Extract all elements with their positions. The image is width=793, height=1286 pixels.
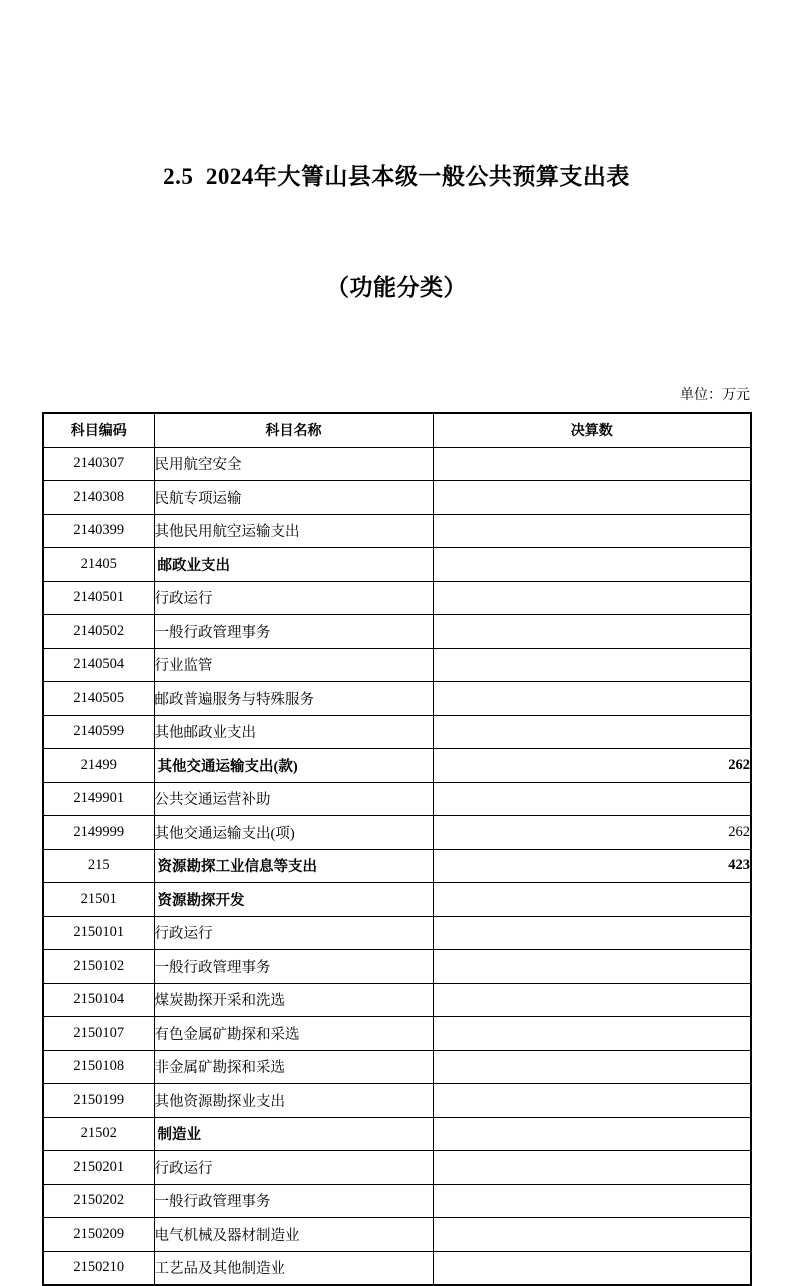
row-name: 一般行政管理事务: [154, 950, 433, 984]
row-code: 2150209: [43, 1218, 154, 1252]
row-code: 2150102: [43, 950, 154, 984]
row-value: [433, 1050, 751, 1084]
table-row: [43, 916, 751, 950]
row-code: 2140308: [43, 481, 154, 515]
row-code: 2150202: [43, 1184, 154, 1218]
row-name: 有色金属矿勘探和采选: [154, 1017, 433, 1051]
table-header-row: [43, 413, 751, 447]
row-name: 民航专项运输: [154, 481, 433, 515]
row-value: [433, 481, 751, 515]
row-value: [433, 950, 751, 984]
budget-table: [42, 412, 752, 1286]
table-row: [43, 1017, 751, 1051]
table-row: [43, 782, 751, 816]
row-name: 行政运行: [154, 1151, 433, 1185]
row-value: [433, 1117, 751, 1151]
row-code: 2140505: [43, 682, 154, 716]
table-row: [43, 1151, 751, 1185]
table-row: [43, 749, 751, 783]
row-value: [433, 514, 751, 548]
table-row: [43, 1184, 751, 1218]
row-name: 行政运行: [154, 581, 433, 615]
column-header-name: 科目名称: [154, 413, 433, 447]
page-title-line1: 2.5 2024年大箐山县本级一般公共预算支出表: [163, 164, 630, 189]
row-name: 邮政业支出: [154, 548, 433, 582]
table-row: [43, 849, 751, 883]
table-row: [43, 1084, 751, 1118]
row-code: 2140399: [43, 514, 154, 548]
row-value: 423: [433, 849, 751, 883]
row-code: 2140599: [43, 715, 154, 749]
row-code: 2150101: [43, 916, 154, 950]
row-name: 一般行政管理事务: [154, 615, 433, 649]
row-value: [433, 548, 751, 582]
row-value: [433, 916, 751, 950]
row-code: 21499: [43, 749, 154, 783]
row-value: [433, 447, 751, 481]
unit-label: 单位：万元: [680, 388, 750, 403]
row-value: [433, 1151, 751, 1185]
row-value: [433, 581, 751, 615]
row-name: 公共交通运营补助: [154, 782, 433, 816]
row-value: [433, 648, 751, 682]
column-header-value: 决算数: [433, 413, 751, 447]
row-value: [433, 715, 751, 749]
table-row: [43, 648, 751, 682]
row-value: [433, 883, 751, 917]
table-row: [43, 447, 751, 481]
row-value: [433, 1017, 751, 1051]
row-name: 其他交通运输支出(项): [154, 816, 433, 850]
row-name: 一般行政管理事务: [154, 1184, 433, 1218]
row-name: 煤炭勘探开采和洗选: [154, 983, 433, 1017]
table-row: [43, 615, 751, 649]
row-name: 行业监管: [154, 648, 433, 682]
table-row: [43, 581, 751, 615]
row-code: 21502: [43, 1117, 154, 1151]
row-value: 262: [433, 749, 751, 783]
table-row: [43, 682, 751, 716]
row-name: 电气机械及器材制造业: [154, 1218, 433, 1252]
row-value: 262: [433, 816, 751, 850]
row-code: 2140501: [43, 581, 154, 615]
table-row: [43, 816, 751, 850]
row-name: 行政运行: [154, 916, 433, 950]
row-code: 2150201: [43, 1151, 154, 1185]
table-row: [43, 715, 751, 749]
row-value: [433, 615, 751, 649]
row-name: 其他交通运输支出(款): [154, 749, 433, 783]
row-value: [433, 1218, 751, 1252]
table-header: [43, 413, 751, 447]
row-name: 非金属矿勘探和采选: [154, 1050, 433, 1084]
row-value: [433, 983, 751, 1017]
row-value: [433, 1084, 751, 1118]
row-code: 21501: [43, 883, 154, 917]
table-row: [43, 883, 751, 917]
table-row: [43, 983, 751, 1017]
table-row: [43, 1050, 751, 1084]
row-code: 2149901: [43, 782, 154, 816]
row-code: 21405: [43, 548, 154, 582]
table-row: [43, 1251, 751, 1285]
table-row: [43, 548, 751, 582]
row-code: 2150210: [43, 1251, 154, 1285]
row-code: 2150107: [43, 1017, 154, 1051]
row-code: 2150108: [43, 1050, 154, 1084]
column-header-code: 科目编码: [43, 413, 154, 447]
row-code: 2140307: [43, 447, 154, 481]
row-name: 其他资源勘探业支出: [154, 1084, 433, 1118]
row-name: 资源勘探工业信息等支出: [154, 849, 433, 883]
row-value: [433, 1251, 751, 1285]
row-name: 其他民用航空运输支出: [154, 514, 433, 548]
table-body: [43, 447, 751, 1285]
row-name: 制造业: [154, 1117, 433, 1151]
row-name: 其他邮政业支出: [154, 715, 433, 749]
table-row: [43, 1218, 751, 1252]
row-code: 2150104: [43, 983, 154, 1017]
row-code: 2140502: [43, 615, 154, 649]
page-title-line2: （功能分类）: [326, 275, 467, 300]
row-code: 2149999: [43, 816, 154, 850]
row-code: 215: [43, 849, 154, 883]
table-row: [43, 1117, 751, 1151]
row-code: 2140504: [43, 648, 154, 682]
table-row: [43, 514, 751, 548]
table-row: [43, 481, 751, 515]
row-name: 资源勘探开发: [154, 883, 433, 917]
row-name: 工艺品及其他制造业: [154, 1251, 433, 1285]
table-row: [43, 950, 751, 984]
row-value: [433, 1184, 751, 1218]
row-code: 2150199: [43, 1084, 154, 1118]
row-value: [433, 782, 751, 816]
row-value: [433, 682, 751, 716]
row-name: 邮政普遍服务与特殊服务: [154, 682, 433, 716]
row-name: 民用航空安全: [154, 447, 433, 481]
page-title: [0, 84, 793, 380]
